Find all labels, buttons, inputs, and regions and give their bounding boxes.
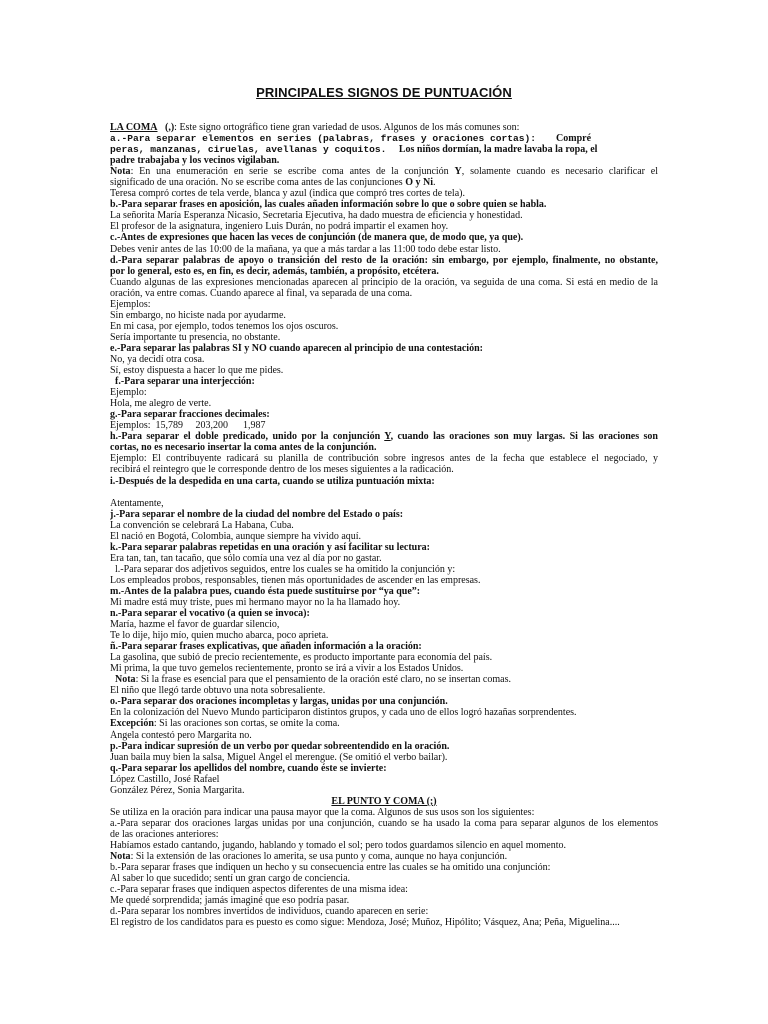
pyc-rule-c: c.-Para separar frases que indiquen aspectos diferentes de una misma idea:: [110, 884, 408, 896]
rule-o-example: En la colonización del Nuevo Mundo participaron distintos grupos, y cada uno de ellos logró hazañas sorprendentes.: [110, 707, 577, 719]
nota-label: Nota: [110, 851, 131, 863]
rule-a-example-line: [110, 144, 658, 155]
rule-p: p.-Para indicar supresión de un verbo por quedar sobreentendido en la oración.: [110, 740, 450, 752]
rule-k: k.-Para separar palabras repetidas en una oración y así facilitar su lectura:: [110, 541, 430, 553]
rule-h-line-2: cortas, no es necesario insertar la coma antes de la conjunción.: [110, 442, 377, 454]
exception-line: [110, 718, 658, 729]
exception-text: : Si las oraciones son cortas, se omite la coma.: [153, 718, 340, 730]
conjunction-y: Y: [384, 431, 391, 443]
rule-l-example: Los empleados probos, responsables, tienen más oportunidades de ascender en las empresas.: [110, 574, 481, 586]
rule-e-example-1: No, ya decidí otra cosa.: [110, 353, 205, 365]
coma-intro-text: : Este signo ortográfico tiene gran variedad de usos. Algunos de los más comunes son:: [174, 122, 520, 133]
rule-g: g.-Para separar fracciones decimales:: [110, 409, 270, 421]
rule-b-example-1: La señorita María Esperanza Nicasio, Secretaria Ejecutiva, ha dado muestra de eficiencia y honestidad.: [110, 210, 523, 222]
pyc-intro: Se utiliza en la oración para indicar una pausa mayor que la coma. Algunos de sus usos son los siguientes:: [110, 806, 535, 818]
rule-h-example-1: Ejemplo: El contribuyente radicará su planilla de contribución sobre ingresos antes de la fecha que establece el negociado, y: [110, 453, 658, 465]
nota-text: : En una enumeración en serie se escribe coma antes de la conjunción: [130, 166, 455, 178]
nota-1-example: Teresa compró cortes de tela verde, blanca y azul (indica que compró tres cortes de tela).: [110, 188, 465, 200]
blank-line: [110, 487, 658, 498]
rule-j-example-2: El nació en Bogotá, Colombia, aunque siempre ha vivido aquí.: [110, 530, 362, 542]
pyc-rule-a-line-2: de las oraciones anteriores:: [110, 828, 219, 840]
rule-i-example: Atentamente,: [110, 497, 164, 509]
rule-e: e.-Para separar las palabras SÍ y NO cuando aparecen al principio de una contestación:: [110, 342, 483, 354]
nota-text: : Si la extensión de las oraciones lo amerita, se usa punto y coma, aunque no haya conjunción.: [130, 851, 508, 863]
exception-label: Excepción: [110, 718, 154, 730]
rule-e-example-2: Sí, estoy dispuesta a hacer lo que me pides.: [110, 365, 284, 377]
rule-n-example-2: Te lo dije, hijo mío, quien mucho abarca, poco aprieta.: [110, 630, 329, 642]
rule-c-example: Debes venir antes de las 10:00 de la mañana, ya que a más tardar a las 11:00 todo debe estar listo.: [110, 243, 501, 255]
section-heading-coma: LA COMA: [110, 122, 158, 133]
rule-a-example-sentence: Los niños dormían, la madre lavaba la ropa, el: [398, 144, 598, 156]
example-label: Ejemplo:: [110, 387, 147, 399]
rule-c: c.-Antes de expresiones que hacen las veces de conjunción (de manera que, de modo que, ya que).: [110, 232, 524, 244]
pyc-rule-d-example: El registro de los candidatos para es puesto es como sigue: Mendoza, José; Muñoz, Hipólito; Vásquez, Ana; Peña, Miguelina....: [110, 917, 620, 929]
rule-i: i.-Después de la despedida en una carta, cuando se utiliza puntuación mixta:: [110, 475, 435, 487]
rule-o: o.-Para separar dos oraciones incompletas y largas, unidas por una conjunción.: [110, 696, 448, 708]
rule-m-example: Mi madre está muy triste, pues mi hermano mayor no la ha llamado hoy.: [110, 596, 401, 608]
rule-d-text-1: Cuando algunas de las expresiones mencionadas aparecen al principio de la oración, va seguida de una coma. Si está en medio de la: [110, 276, 658, 288]
rule-m: m.-Antes de la palabra pues, cuando ésta puede sustituirse por “ya que”:: [110, 585, 421, 597]
nota-1-line-2: significado de una oración. No se escribe coma antes de las conjunciones O y Ni.: [110, 177, 436, 189]
rule-b-example-2: El profesor de la asignatura, ingeniero Luis Durán, no podrá impartir el examen hoy.: [110, 221, 449, 233]
rule-p-example: Juan baila muy bien la salsa, Miguel Ángel el merengue. (Se omitió el verbo bailar).: [110, 751, 448, 763]
rule-h-text: h.-Para separar el doble predicado, unido por la conjunción: [110, 431, 385, 443]
section-heading-punto-y-coma: EL PUNTO Y COMA (;): [331, 795, 437, 807]
rule-h-text: , cuando las oraciones son muy largas. Si las oraciones son: [390, 431, 658, 443]
rule-f-example: Hola, me alegro de verte.: [110, 398, 212, 410]
conjunction-y: Y: [454, 166, 462, 178]
document-body: [110, 122, 658, 928]
conjunctions-o-ni: O y Ni: [405, 177, 433, 189]
rule-k-example: Era tan, tan, tan tacaño, que sólo comía una vez al día por no gastar.: [110, 552, 382, 564]
rule-a: a.-Para separar elementos en series (palabras, frases y oraciones cortas):: [110, 133, 537, 145]
page-title: PRINCIPALES SIGNOS DE PUNTUACIÓN: [256, 85, 512, 100]
rule-a-line: [110, 133, 658, 144]
rule-q-example-2: González Pérez, Sonia Margarita.: [110, 784, 245, 796]
nota-2: [110, 674, 658, 685]
rule-n-example-1: María, hazme el favor de guardar silencio,: [110, 619, 280, 631]
rule-f: f.-Para separar una interjección:: [115, 376, 255, 388]
rule-d-text-2: oración, va entre comas. Cuando aparece al final, va separada de una coma.: [110, 287, 413, 299]
nota-1-line-1: [110, 166, 658, 177]
rule-d-example-1: Sin embargo, no hiciste nada por ayudarme.: [110, 309, 286, 321]
pyc-rule-c-example: Me quedé sorprendida; jamás imaginé que eso podría pasar.: [110, 895, 350, 907]
rule-h-line-1: [110, 431, 658, 442]
pyc-rule-b-example: Al saber lo que sucedido; sentí un gran cargo de conciencia.: [110, 873, 351, 885]
coma-intro: [110, 122, 658, 133]
document-page: [110, 84, 658, 928]
nota-text: : Si la frase es esencial para que el pensamiento de la oración esté claro, no se insertan comas.: [135, 674, 511, 686]
nota-label: Nota: [115, 674, 136, 686]
pyc-nota: [110, 851, 658, 862]
rule-h-example-2: recibirá el reintegro que le corresponde dentro de los meses siguientes a la radicación.: [110, 464, 454, 476]
rule-g-example: Ejemplos: 15,789 203,200 1,987: [110, 420, 266, 432]
rule-j-example-1: La convención se celebrará La Habana, Cuba.: [110, 519, 294, 531]
rule-d-line-2: por lo general, esto es, en fin, es decir, además, también, a propósito, etcétera.: [110, 265, 439, 277]
pyc-rule-a-line-1: a.-Para separar dos oraciones largas unidas por una conjunción, cuando se ha usado la coma para separar algunos de los elementos: [110, 817, 658, 829]
rule-j: j.-Para separar el nombre de la ciudad del nombre del Estado o país:: [110, 508, 404, 520]
examples-label: Ejemplos:: [110, 298, 151, 310]
rule-d-line-1: d.-Para separar palabras de apoyo o transición del resto de la oración: sin embargo, por ejemplo, finalmente, no obstante,: [110, 254, 658, 266]
rule-nn-example-2: Mi prima, la que tuvo gemelos recientemente, pronto se irá a vivir a los Estados Unidos.: [110, 663, 464, 675]
pyc-rule-a-example: Habíamos estado cantando, jugando, hablando y tomado el sol; pero todos guardamos silencio en aquel momento.: [110, 840, 567, 851]
rule-a-example-start: Compré: [556, 133, 592, 145]
rule-l: l.-Para separar dos adjetivos seguidos, entre los cuales se ha omitido la conjunción y:: [115, 563, 456, 575]
rule-q-example-1: López Castillo, José Rafael: [110, 773, 220, 785]
pyc-rule-d: d.-Para separar los nombres invertidos de individuos, cuando aparecen en serie:: [110, 906, 429, 918]
rule-a-example-list: peras, manzanas, ciruelas, avellanas y coquitos.: [110, 144, 387, 156]
coma-symbol: (,): [165, 122, 175, 133]
rule-d-example-3: Sería importante tu presencia, no obstante.: [110, 331, 281, 343]
nota-2-example: El niño que llegó tarde obtuvo una nota sobresaliente.: [110, 685, 326, 697]
rule-q: q.-Para separar los apellidos del nombre, cuando éste se invierte:: [110, 762, 387, 774]
rule-nn: ñ.-Para separar frases explicativas, que añaden información a la oración:: [110, 641, 422, 653]
rule-a-example-end: padre trabajaba y los vecinos vigilaban.: [110, 155, 280, 167]
exception-example: Ángela contestó pero Margarita no.: [110, 729, 252, 741]
rule-nn-example-1: La gasolina, que subió de precio recientemente, es producto importante para economía del país.: [110, 652, 493, 664]
rule-n: n.-Para separar el vocativo (a quien se invoca):: [110, 608, 310, 620]
nota-text: , solamente cuando es necesario clarificar el: [461, 166, 658, 178]
pyc-rule-b: b.-Para separar frases que indiquen un hecho y su consecuencia entre las cuales se ha omitido una conjunción:: [110, 862, 551, 874]
nota-text: significado de una oración. No se escribe coma antes de las conjunciones: [110, 177, 406, 189]
nota-label: Nota: [110, 166, 131, 178]
rule-d-example-2: En mi casa, por ejemplo, todos tenemos los ojos oscuros.: [110, 320, 339, 332]
rule-b: b.-Para separar frases en aposición, las cuales añaden información sobre lo que o sobre quien se habla.: [110, 199, 547, 211]
